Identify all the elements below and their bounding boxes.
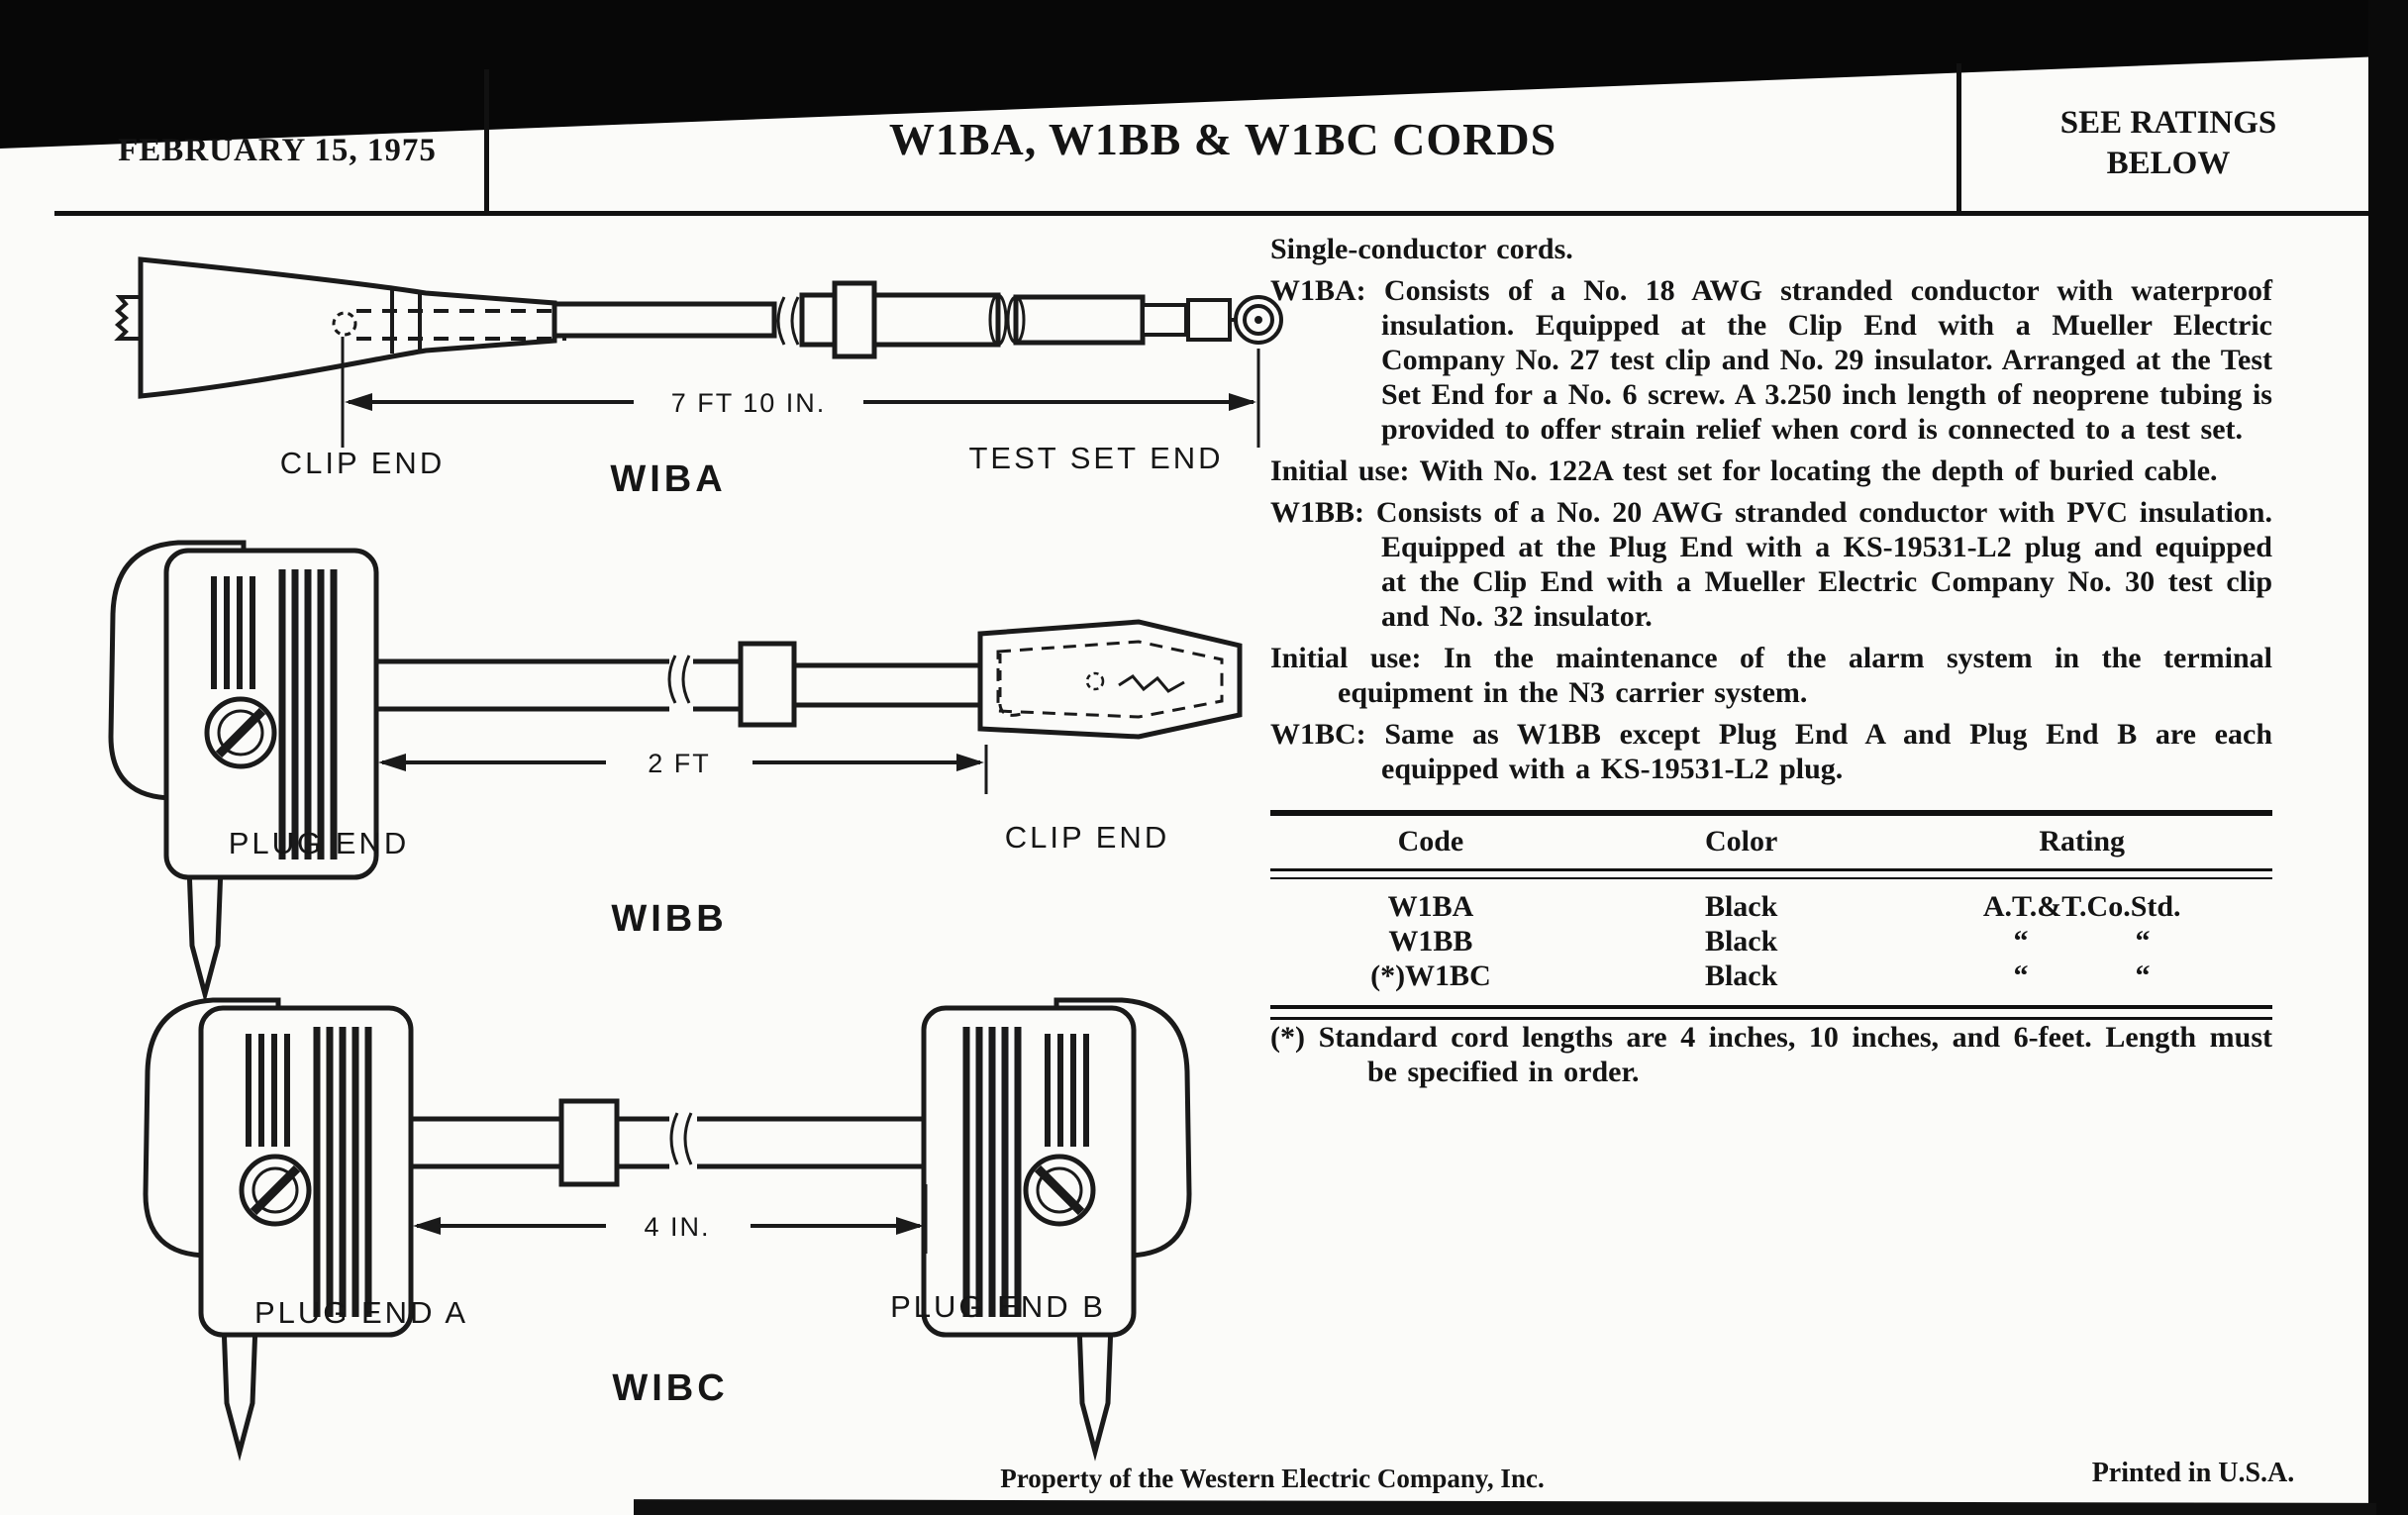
table-row — [1270, 959, 2272, 993]
footnote-marker: (*) — [1270, 1021, 1305, 1054]
ratings-note-line1: SEE RATINGS — [2059, 105, 2277, 141]
w1bb-term: W1BB: — [1270, 496, 1365, 529]
initial-use-term: Initial use: — [1270, 642, 1422, 674]
document-date: FEBRUARY 15, 1975 — [118, 133, 437, 168]
table-row — [1270, 924, 2272, 959]
w1bc-plug-end-b-label: PLUG END B — [890, 1289, 1106, 1324]
ditto-mark: “ — [2013, 960, 2029, 992]
w1bb-description — [1270, 495, 2272, 634]
cell-code: W1BA — [1387, 890, 1474, 923]
ditto-mark: “ — [2013, 925, 2029, 958]
cell-color: Black — [1704, 960, 1778, 992]
initial-use-text: With No. 122A test set for locating the depth of buried cable. — [1419, 454, 2218, 487]
ratings-note-line2: BELOW — [2106, 146, 2231, 181]
cell-color: Black — [1704, 925, 1778, 958]
col-header-color: Color — [1704, 825, 1778, 858]
w1bc-plug-b — [924, 1000, 1189, 1452]
w1bb-name-label: WIBB — [611, 898, 728, 940]
w1ba-text: Consists of a No. 18 AWG stranded conductor with waterproof insulation. Equipped at the Clip End with a Mueller Electric Company No. 27 test clip and No. 29 insulator. Arranged at the Test Set End for a No. 6 screw. A 3.250 inch length of neoprene tubing is provided to offer strain relief when cord is connected to a test set. — [1381, 274, 2272, 446]
ratings-table — [1270, 810, 2272, 1020]
footnote — [1270, 1020, 2272, 1089]
cell-rating-ditto — [1891, 959, 2272, 993]
cell-code: (*)W1BC — [1370, 960, 1491, 992]
w1ba-test-set-end-label: TEST SET END — [968, 441, 1224, 475]
ratings-table-header — [1270, 816, 2272, 868]
w1bb-dimension: 2 FT — [648, 749, 711, 778]
cell-rating-ditto — [1891, 924, 2272, 959]
w1ba-name-label: WIBA — [610, 458, 727, 500]
w1ba-clip-cone — [141, 259, 554, 396]
w1bb-plug-end-label: PLUG END — [228, 826, 410, 860]
w1ba-term: W1BA: — [1270, 274, 1366, 307]
w1bc-plug-end-a-label: PLUG END A — [253, 1295, 469, 1330]
col-header-rating: Rating — [2039, 825, 2126, 858]
cell-color: Black — [1704, 890, 1778, 923]
table-bottom-rule — [1270, 1005, 2272, 1020]
printed-in-usa: Printed in U.S.A. — [2091, 1458, 2295, 1488]
w1bc-term: W1BC: — [1270, 718, 1366, 751]
w1ba-initial-use — [1270, 454, 2272, 488]
ditto-mark: “ — [2135, 925, 2151, 958]
property-notice: Property of the Western Electric Company, Inc. — [1000, 1464, 1545, 1493]
initial-use-text: In the maintenance of the alarm system in the terminal equipment in the N3 carrier system. — [1338, 642, 2272, 709]
w1bc-text: Same as W1BB except Plug End A and Plug End B are each equipped with a KS-19531-L2 plug. — [1381, 718, 2273, 785]
w1ba-clip-jaw — [118, 297, 141, 339]
initial-use-term: Initial use: — [1270, 454, 1410, 487]
page-title: W1BA, W1BB & W1BC CORDS — [888, 114, 1557, 164]
ditto-mark: “ — [2135, 960, 2151, 992]
w1bb-initial-use — [1270, 641, 2272, 710]
description-column — [1270, 232, 2272, 1096]
w1bb-plug — [111, 543, 376, 994]
table-row — [1270, 889, 2272, 924]
w1bc-plug-a — [146, 1000, 411, 1452]
w1bc-diagram — [146, 1000, 1189, 1452]
w1bc-description — [1270, 717, 2272, 786]
w1bb-clip — [980, 622, 1240, 737]
table-header-rule — [1270, 868, 2272, 879]
w1ba-description — [1270, 273, 2272, 447]
w1bb-clip-end-label: CLIP END — [1004, 820, 1170, 855]
w1bc-dimension: 4 IN. — [644, 1212, 711, 1242]
w1bc-name-label: WIBC — [612, 1367, 729, 1409]
w1ba-clip-end-label: CLIP END — [279, 446, 446, 480]
w1bb-diagram — [111, 543, 1240, 994]
w1ba-diagram — [118, 259, 1281, 500]
w1ba-dimension: 7 FT 10 IN. — [670, 388, 827, 418]
w1bb-text: Consists of a No. 20 AWG stranded conductor with PVC insulation. Equipped at the Plug End with a KS-19531-L2 plug and equipped at the Clip End with a Mueller Electric Company No. 30 test clip and No. 32 insulator. — [1375, 496, 2272, 633]
cell-rating: A.T.&T.Co.Std. — [1982, 890, 2181, 923]
footnote-text: Standard cord lengths are 4 inches, 10 inches, and 6-feet. Length must be specified in order. — [1318, 1021, 2273, 1088]
intro-line: Single-conductor cords. — [1270, 233, 1573, 265]
cell-code: W1BB — [1388, 925, 1473, 958]
col-header-code: Code — [1397, 825, 1464, 858]
